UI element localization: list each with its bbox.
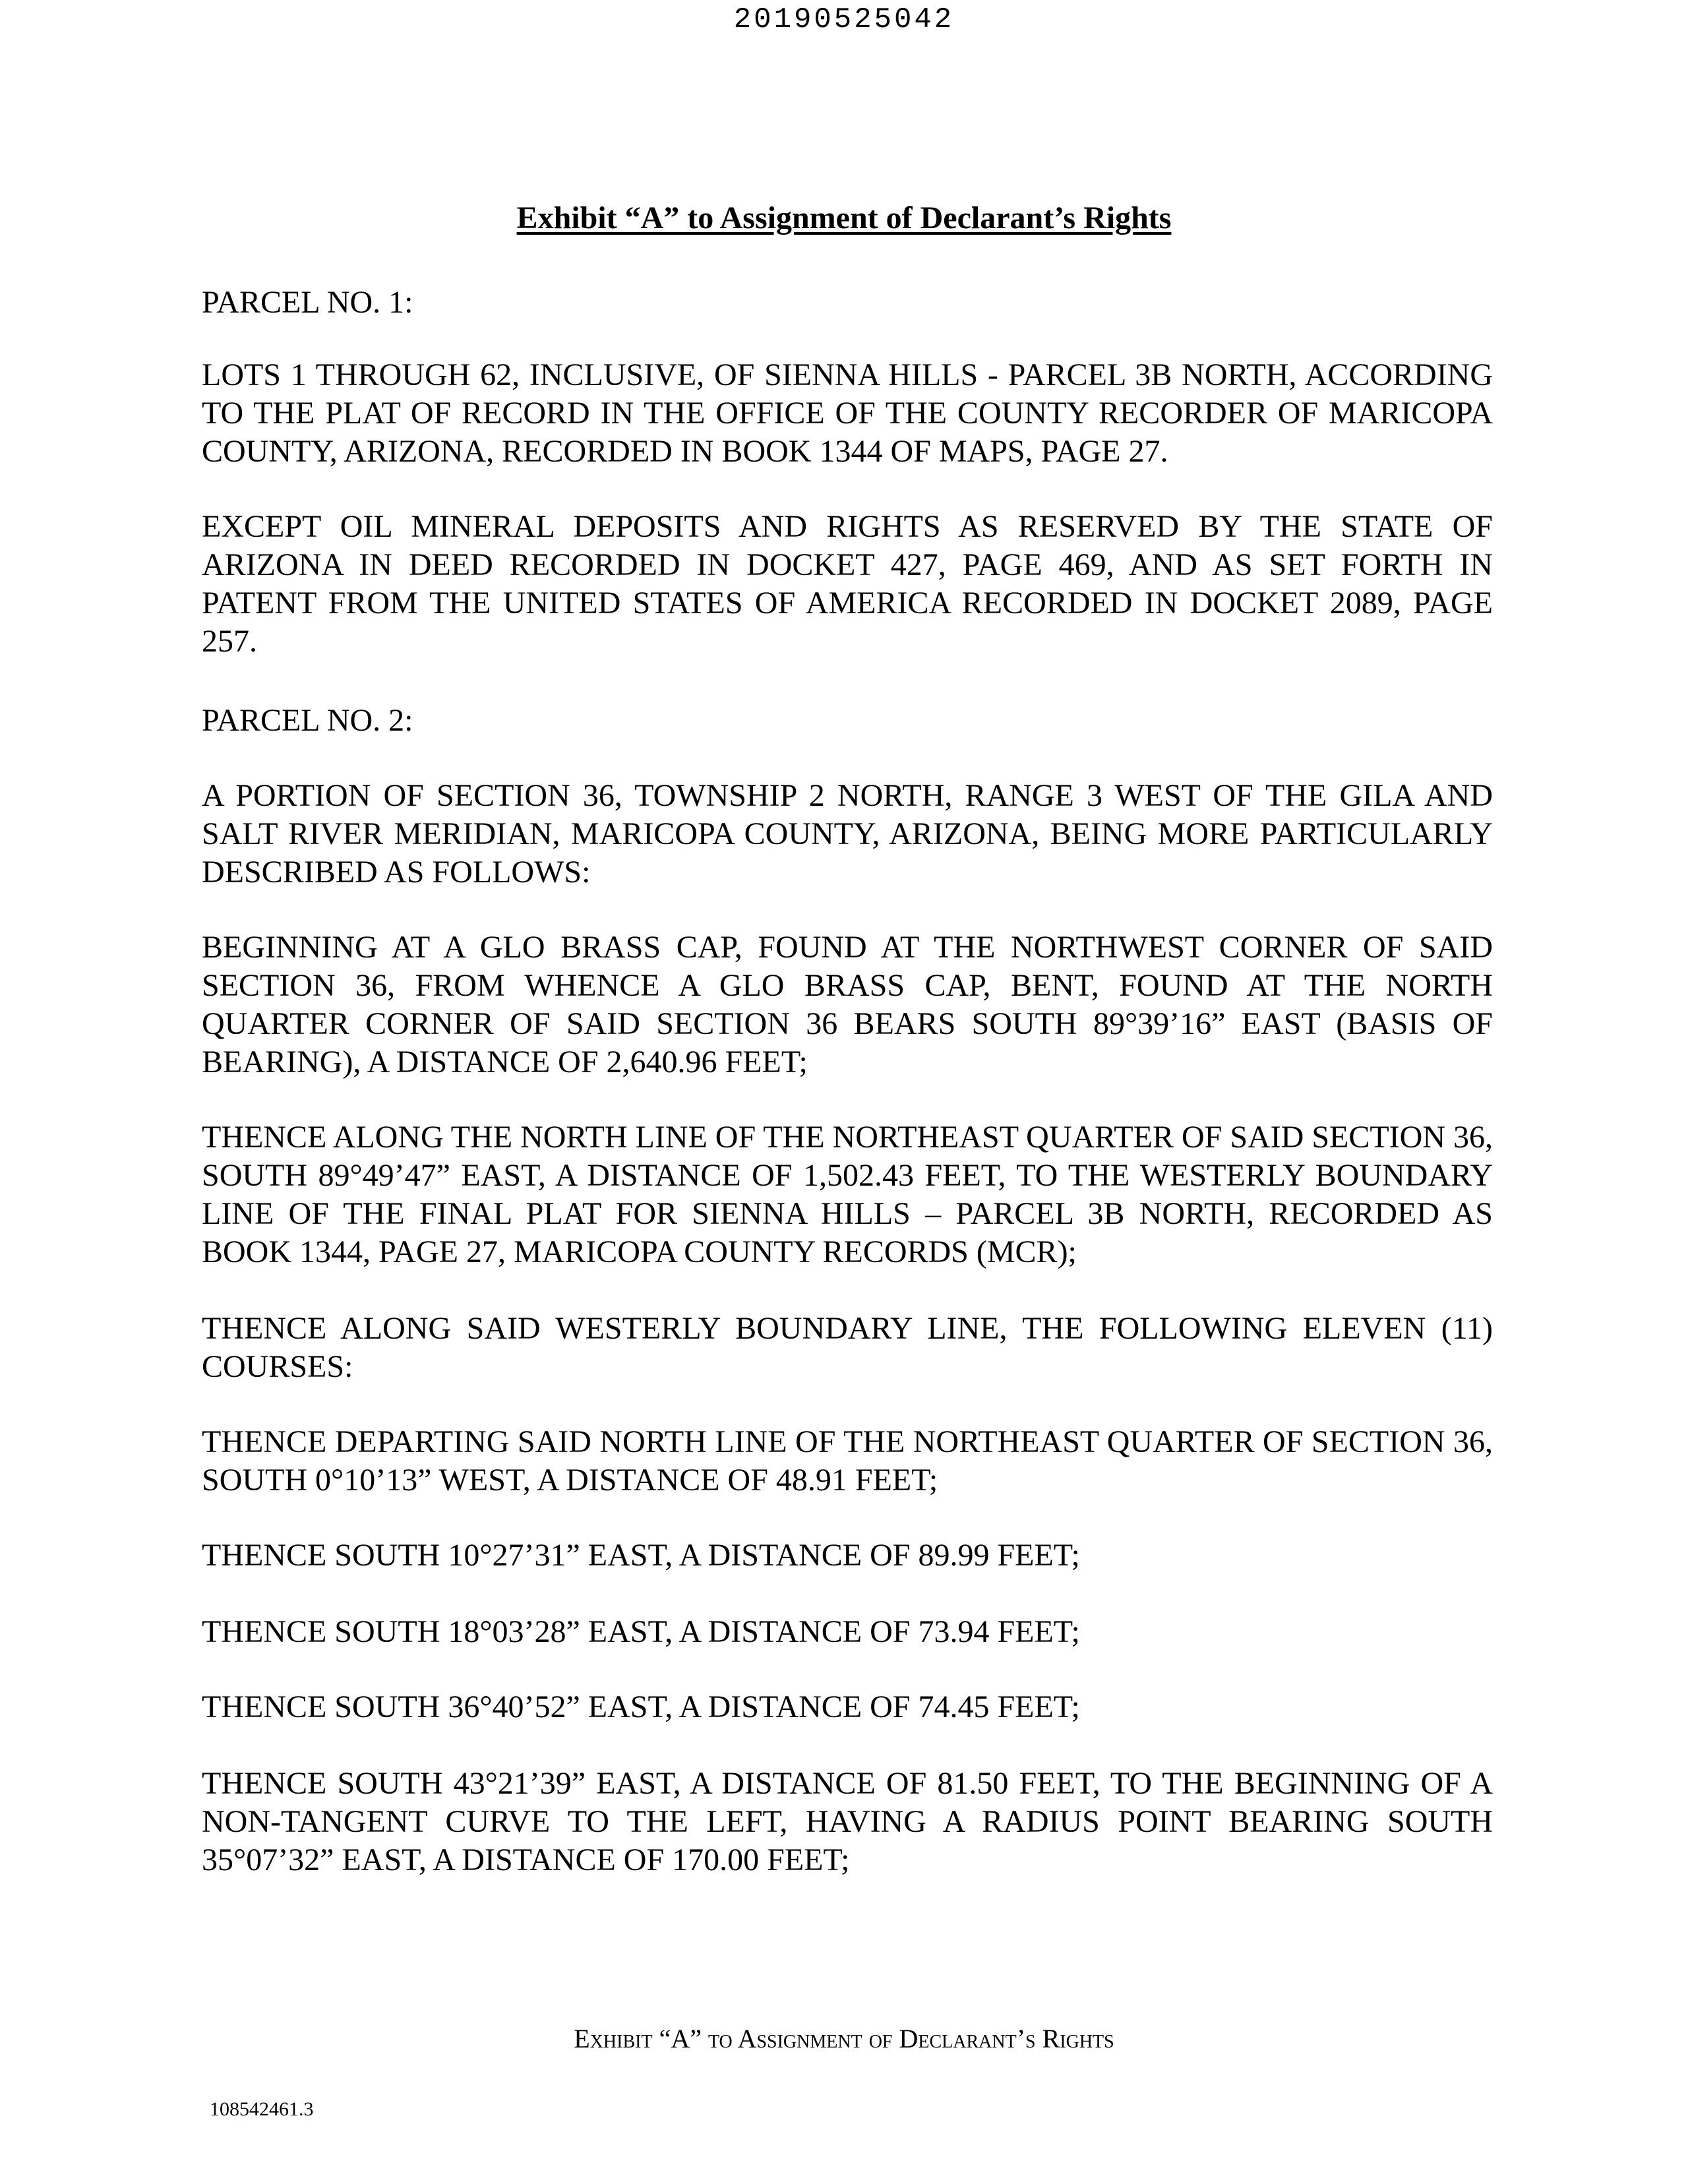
parcel-2-description: A PORTION OF SECTION 36, TOWNSHIP 2 NORTH, RANGE 3 WEST OF THE GILA AND SALT RIVER MERIDIAN, MARICOPA COUNTY, ARIZONA, BEING MORE PARTICULARLY DESCRIBED AS FOLLOWS: [202,778,1493,890]
parcel-2-heading: PARCEL NO. 2: [202,703,413,738]
recording-number: 20190525042 [733,3,955,36]
mineral-rights-exception: EXCEPT OIL MINERAL DEPOSITS AND RIGHTS AS RESERVED BY THE STATE OF ARIZONA IN DEED RECORDED IN DOCKET 427, PAGE 469, AND AS SET FORTH IN PATENT FROM THE UNITED STATES OF AMERICA RECORDED IN DOCKET 2089, PAGE 257. [202,509,1493,659]
document-id: 108542461.3 [210,2098,314,2120]
north-line-course-paragraph: THENCE ALONG THE NORTH LINE OF THE NORTHEAST QUARTER OF SAID SECTION 36, SOUTH 89°49’47” EAST, A DISTANCE OF 1,502.43 FEET, TO THE WESTERLY BOUNDARY LINE OF THE FINAL PLAT FOR SIENNA HILLS – PARCEL 3B NORTH, RECORDED AS BOOK 1344, PAGE 27, MARICOPA COUNTY RECORDS (MCR); [202,1120,1493,1269]
course-4-paragraph: THENCE SOUTH 36°40’52” EAST, A DISTANCE OF 74.45 FEET; [202,1689,1080,1724]
parcel-1-description: LOTS 1 THROUGH 62, INCLUSIVE, OF SIENNA HILLS - PARCEL 3B NORTH, ACCORDING TO THE PLAT OF RECORD IN THE OFFICE OF THE COUNTY RECORDER OF MARICOPA COUNTY, ARIZONA, RECORDED IN BOOK 1344 OF MAPS, PAGE 27. [202,357,1493,469]
course-1-paragraph: THENCE DEPARTING SAID NORTH LINE OF THE NORTHEAST QUARTER OF SECTION 36, SOUTH 0°10’13” WEST, A DISTANCE OF 48.91 FEET; [202,1424,1493,1498]
document-title: Exhibit “A” to Assignment of Declarant’s Rights [516,200,1172,235]
course-5-paragraph: THENCE SOUTH 43°21’39” EAST, A DISTANCE OF 81.50 FEET, TO THE BEGINNING OF A NON-TANGENT CURVE TO THE LEFT, HAVING A RADIUS POINT BEARING SOUTH 35°07’32” EAST, A DISTANCE OF 170.00 FEET; [202,1766,1493,1877]
course-3-paragraph: THENCE SOUTH 18°03’28” EAST, A DISTANCE OF 73.94 FEET; [202,1614,1080,1649]
course-2-paragraph: THENCE SOUTH 10°27’31” EAST, A DISTANCE OF 89.99 FEET; [202,1538,1080,1573]
parcel-1-heading: PARCEL NO. 1: [202,285,413,320]
footer-title: Exhibit “A” to Assignment of Declarant’s Rights [574,2024,1114,2053]
westerly-boundary-paragraph: THENCE ALONG SAID WESTERLY BOUNDARY LINE, THE FOLLOWING ELEVEN (11) COURSES: [202,1311,1493,1384]
point-of-beginning-paragraph: BEGINNING AT A GLO BRASS CAP, FOUND AT THE NORTHWEST CORNER OF SAID SECTION 36, FROM WHENCE A GLO BRASS CAP, BENT, FOUND AT THE NORTH QUARTER CORNER OF SAID SECTION 36 BEARS SOUTH 89°39’16” EAST (BASIS OF BEARING), A DISTANCE OF 2,640.96 FEET; [202,930,1493,1079]
